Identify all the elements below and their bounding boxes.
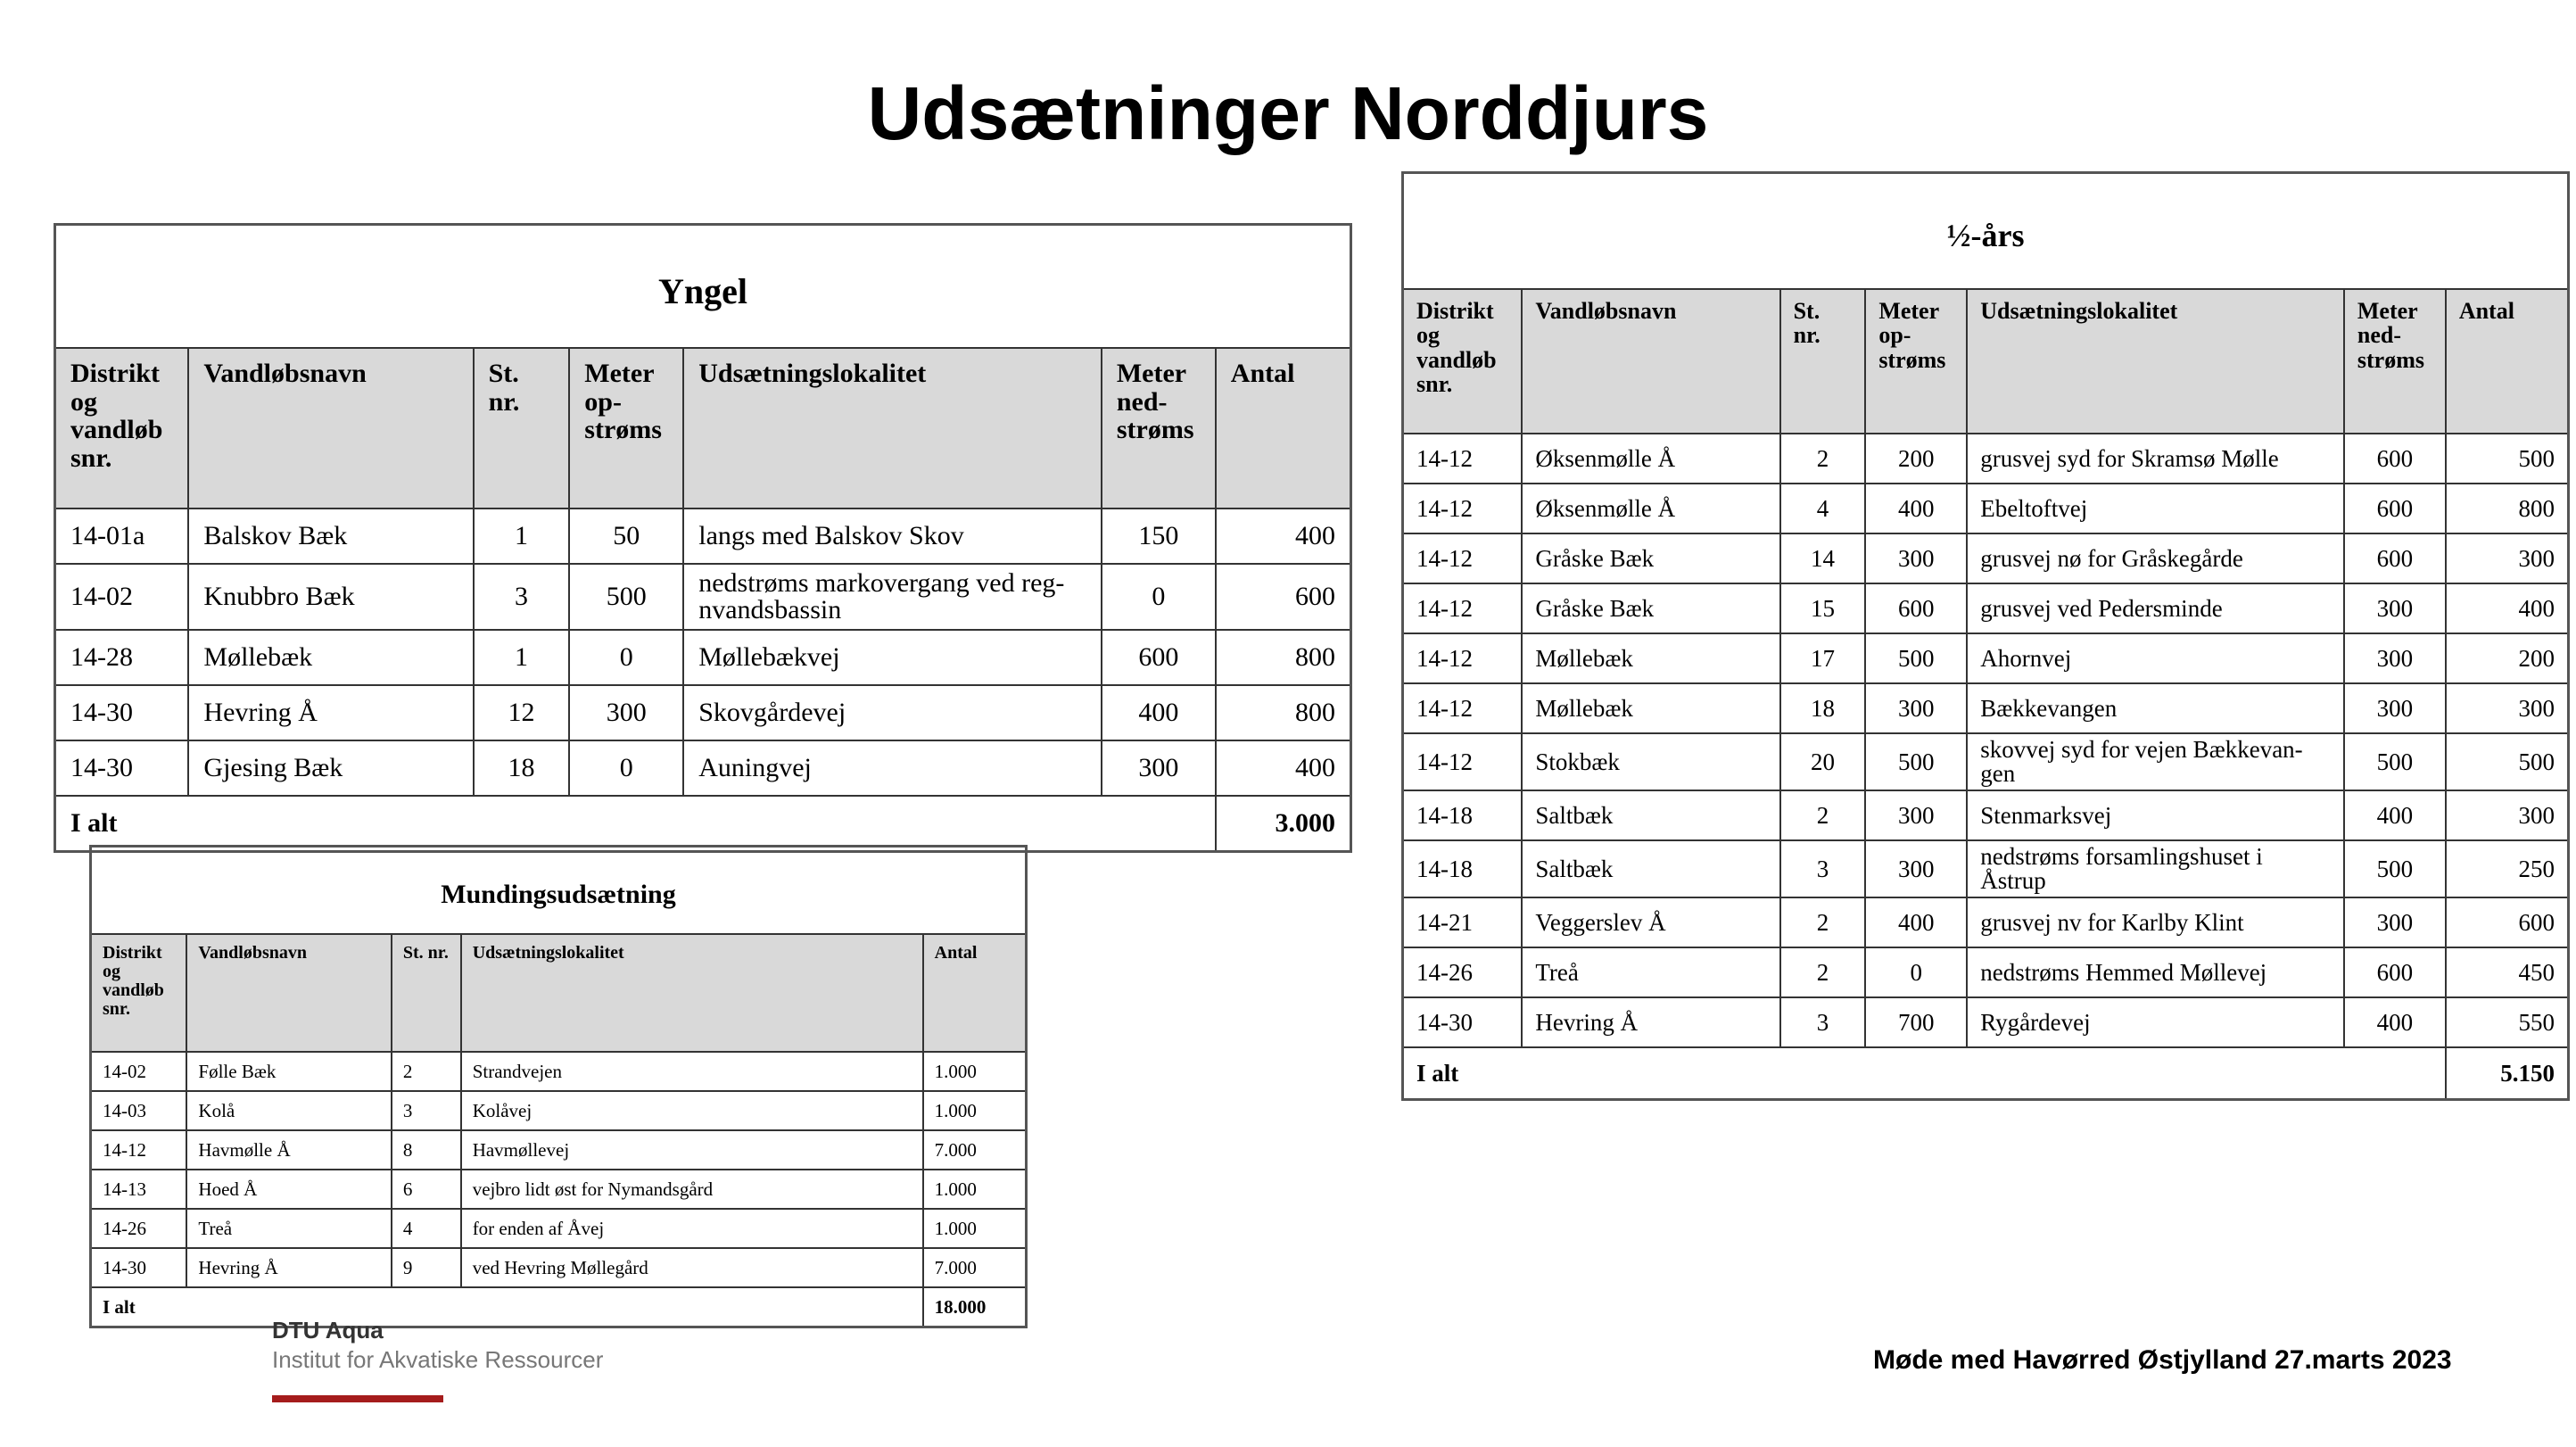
- cell-district: 14-30: [1403, 997, 1523, 1047]
- cell-location: langs med Balskov Skov: [683, 509, 1102, 564]
- cell-count: 1.000: [923, 1091, 1027, 1130]
- cell-stream-name: Gjesing Bæk: [188, 740, 473, 796]
- header-station: St. nr.: [474, 348, 570, 509]
- table-row: [91, 1130, 1027, 1170]
- cell-count: 800: [1216, 630, 1351, 685]
- cell-stream-name: Gråske Bæk: [1522, 583, 1779, 633]
- cell-stream-name: Øksenmølle Å: [1522, 434, 1779, 484]
- table-row: [91, 1091, 1027, 1130]
- header-stream-name: Vandløbsnavn: [1522, 289, 1779, 434]
- cell-meters-upstream: 0: [569, 740, 683, 796]
- cell-location: grusvej syd for Skramsø Mølle: [1967, 434, 2344, 484]
- cell-meters-downstream: 400: [2344, 997, 2446, 1047]
- table-row: [1403, 434, 2569, 484]
- header-district: Distrikt og vandløb snr.: [1403, 289, 1523, 434]
- cell-district: 14-13: [91, 1170, 187, 1209]
- total-value: 5.150: [2446, 1047, 2569, 1100]
- cell-location: vejbro lidt øst for Nymandsgård: [461, 1170, 923, 1209]
- cell-stream-name: Saltbæk: [1522, 840, 1779, 897]
- cell-station: 3: [392, 1091, 461, 1130]
- cell-count: 550: [2446, 997, 2569, 1047]
- cell-meters-upstream: 300: [569, 685, 683, 740]
- cell-district: 14-12: [1403, 583, 1523, 633]
- header-station: St. nr.: [392, 934, 461, 1052]
- cell-district: 14-12: [1403, 434, 1523, 484]
- cell-stream-name: Hevring Å: [188, 685, 473, 740]
- half-year-table: [1401, 171, 2570, 1101]
- cell-stream-name: Saltbæk: [1522, 790, 1779, 840]
- cell-meters-downstream: 600: [2344, 434, 2446, 484]
- cell-stream-name: Følle Bæk: [186, 1052, 391, 1091]
- cell-station: 3: [1780, 840, 1866, 897]
- cell-station: 14: [1780, 533, 1866, 583]
- cell-meters-upstream: 600: [1865, 583, 1967, 633]
- cell-meters-upstream: 500: [1865, 633, 1967, 683]
- total-label: I alt: [55, 796, 1216, 852]
- table-row: [1403, 533, 2569, 583]
- header-count: Antal: [1216, 348, 1351, 509]
- cell-stream-name: Balskov Bæk: [188, 509, 473, 564]
- logo-name: DTU Aqua: [272, 1317, 384, 1344]
- cell-count: 1.000: [923, 1209, 1027, 1248]
- cell-meters-upstream: 0: [1865, 947, 1967, 997]
- table-row: [55, 740, 1351, 796]
- cell-station: 9: [392, 1248, 461, 1287]
- cell-count: 300: [2446, 790, 2569, 840]
- total-label: I alt: [1403, 1047, 2446, 1100]
- cell-station: 4: [392, 1209, 461, 1248]
- logo-institute: Institut for Akvatiske Ressourcer: [272, 1346, 604, 1373]
- header-district: Distrikt og vandløb snr.: [55, 348, 189, 509]
- header-meters-upstream: Meter op-strøms: [569, 348, 683, 509]
- cell-meters-upstream: 300: [1865, 683, 1967, 733]
- cell-stream-name: Møllebæk: [1522, 633, 1779, 683]
- cell-meters-downstream: 300: [2344, 633, 2446, 683]
- cell-count: 300: [2446, 683, 2569, 733]
- cell-meters-upstream: 500: [1865, 733, 1967, 790]
- cell-meters-downstream: 150: [1102, 509, 1216, 564]
- cell-location: Møllebækvej: [683, 630, 1102, 685]
- cell-meters-upstream: 700: [1865, 997, 1967, 1047]
- table-row: [1403, 633, 2569, 683]
- cell-meters-downstream: 600: [2344, 484, 2446, 533]
- cell-district: 14-30: [55, 740, 189, 796]
- cell-station: 20: [1780, 733, 1866, 790]
- cell-station: 18: [1780, 683, 1866, 733]
- table-row: [55, 509, 1351, 564]
- header-stream-name: Vandløbsnavn: [188, 348, 473, 509]
- header-location: Udsætningslokalitet: [683, 348, 1102, 509]
- cell-count: 600: [2446, 897, 2569, 947]
- cell-district: 14-12: [1403, 683, 1523, 733]
- cell-meters-upstream: 200: [1865, 434, 1967, 484]
- cell-location: Ebeltoftvej: [1967, 484, 2344, 533]
- cell-district: 14-28: [55, 630, 189, 685]
- cell-count: 400: [1216, 740, 1351, 796]
- cell-meters-downstream: 300: [1102, 740, 1216, 796]
- header-meters-upstream: Meter op-strøms: [1865, 289, 1967, 434]
- cell-stream-name: Treå: [1522, 947, 1779, 997]
- cell-stream-name: Havmølle Å: [186, 1130, 391, 1170]
- cell-location: Rygårdevej: [1967, 997, 2344, 1047]
- cell-count: 250: [2446, 840, 2569, 897]
- table-row: [1403, 947, 2569, 997]
- cell-district: 14-01a: [55, 509, 189, 564]
- cell-count: 800: [2446, 484, 2569, 533]
- half-year-caption: ½-års: [1403, 173, 2569, 290]
- header-district: Distrikt og vandløb snr.: [91, 934, 187, 1052]
- cell-stream-name: Møllebæk: [1522, 683, 1779, 733]
- cell-stream-name: Møllebæk: [188, 630, 473, 685]
- cell-location: Strandvejen: [461, 1052, 923, 1091]
- cell-district: 14-12: [1403, 484, 1523, 533]
- table-row: [1403, 997, 2569, 1047]
- cell-district: 14-18: [1403, 790, 1523, 840]
- table-row: [55, 564, 1351, 630]
- cell-meters-downstream: 500: [2344, 840, 2446, 897]
- cell-stream-name: Hevring Å: [186, 1248, 391, 1287]
- cell-location: nedstrøms forsamlingshuset i Åstrup: [1967, 840, 2344, 897]
- cell-district: 14-26: [91, 1209, 187, 1248]
- cell-count: 400: [1216, 509, 1351, 564]
- cell-count: 400: [2446, 583, 2569, 633]
- cell-count: 1.000: [923, 1170, 1027, 1209]
- cell-station: 17: [1780, 633, 1866, 683]
- cell-meters-upstream: 300: [1865, 790, 1967, 840]
- yngel-table: [54, 223, 1352, 853]
- cell-station: 8: [392, 1130, 461, 1170]
- cell-location: Havmøllevej: [461, 1130, 923, 1170]
- table-row: [1403, 897, 2569, 947]
- cell-location: nedstrøms Hemmed Møllevej: [1967, 947, 2344, 997]
- cell-meters-downstream: 500: [2344, 733, 2446, 790]
- total-row: [1403, 1047, 2569, 1100]
- cell-meters-downstream: 0: [1102, 564, 1216, 630]
- cell-district: 14-02: [91, 1052, 187, 1091]
- cell-location: Ahornvej: [1967, 633, 2344, 683]
- total-value: 18.000: [923, 1287, 1027, 1327]
- cell-stream-name: Knubbro Bæk: [188, 564, 473, 630]
- cell-station: 1: [474, 630, 570, 685]
- cell-location: Kolåvej: [461, 1091, 923, 1130]
- cell-location: grusvej ved Pedersminde: [1967, 583, 2344, 633]
- cell-station: 2: [392, 1052, 461, 1091]
- cell-meters-upstream: 300: [1865, 533, 1967, 583]
- cell-station: 2: [1780, 434, 1866, 484]
- cell-count: 1.000: [923, 1052, 1027, 1091]
- cell-meters-upstream: 400: [1865, 897, 1967, 947]
- cell-stream-name: Øksenmølle Å: [1522, 484, 1779, 533]
- yngel-caption: Yngel: [55, 225, 1351, 349]
- header-count: Antal: [2446, 289, 2569, 434]
- header-stream-name: Vandløbsnavn: [186, 934, 391, 1052]
- table-row: [1403, 583, 2569, 633]
- cell-station: 2: [1780, 947, 1866, 997]
- cell-count: 500: [2446, 733, 2569, 790]
- cell-count: 600: [1216, 564, 1351, 630]
- cell-count: 7.000: [923, 1248, 1027, 1287]
- table-row: [55, 630, 1351, 685]
- header-location: Udsætningslokalitet: [461, 934, 923, 1052]
- cell-meters-upstream: 400: [1865, 484, 1967, 533]
- cell-district: 14-30: [91, 1248, 187, 1287]
- cell-station: 2: [1780, 790, 1866, 840]
- logo-bar: [272, 1395, 443, 1402]
- cell-meters-upstream: 50: [569, 509, 683, 564]
- header-station: St. nr.: [1780, 289, 1866, 434]
- cell-district: 14-30: [55, 685, 189, 740]
- total-row: [55, 796, 1351, 852]
- cell-meters-upstream: 500: [569, 564, 683, 630]
- cell-location: Stenmarksvej: [1967, 790, 2344, 840]
- cell-district: 14-12: [1403, 533, 1523, 583]
- slide-title: Udsætninger Norddjurs: [867, 71, 1709, 155]
- cell-station: 12: [474, 685, 570, 740]
- cell-meters-downstream: 600: [2344, 947, 2446, 997]
- cell-district: 14-12: [91, 1130, 187, 1170]
- header-count: Antal: [923, 934, 1027, 1052]
- table-row: [1403, 733, 2569, 790]
- cell-stream-name: Stokbæk: [1522, 733, 1779, 790]
- cell-location: skovvej syd for vejen Bækkevan-gen: [1967, 733, 2344, 790]
- munding-caption: Mundingsudsætning: [91, 847, 1027, 935]
- table-row: [91, 1052, 1027, 1091]
- cell-location: Skovgårdevej: [683, 685, 1102, 740]
- table-row: [91, 1209, 1027, 1248]
- cell-count: 500: [2446, 434, 2569, 484]
- table-row: [1403, 484, 2569, 533]
- cell-meters-upstream: 300: [1865, 840, 1967, 897]
- cell-district: 14-12: [1403, 633, 1523, 683]
- cell-district: 14-03: [91, 1091, 187, 1130]
- total-value: 3.000: [1216, 796, 1351, 852]
- cell-location: Bækkevangen: [1967, 683, 2344, 733]
- cell-meters-downstream: 300: [2344, 683, 2446, 733]
- cell-meters-downstream: 300: [2344, 897, 2446, 947]
- cell-count: 7.000: [923, 1130, 1027, 1170]
- cell-station: 3: [1780, 997, 1866, 1047]
- cell-district: 14-12: [1403, 733, 1523, 790]
- cell-station: 2: [1780, 897, 1866, 947]
- cell-meters-upstream: 0: [569, 630, 683, 685]
- cell-district: 14-18: [1403, 840, 1523, 897]
- header-meters-downstream: Meter ned-strøms: [2344, 289, 2446, 434]
- cell-meters-downstream: 600: [1102, 630, 1216, 685]
- cell-stream-name: Hevring Å: [1522, 997, 1779, 1047]
- cell-district: 14-02: [55, 564, 189, 630]
- cell-location: for enden af Åvej: [461, 1209, 923, 1248]
- cell-meters-downstream: 600: [2344, 533, 2446, 583]
- cell-location: grusvej nø for Gråskegårde: [1967, 533, 2344, 583]
- table-row: [55, 685, 1351, 740]
- munding-table: [89, 845, 1028, 1328]
- cell-count: 200: [2446, 633, 2569, 683]
- cell-stream-name: Veggerslev Å: [1522, 897, 1779, 947]
- total-label: I alt: [91, 1287, 923, 1327]
- cell-district: 14-21: [1403, 897, 1523, 947]
- cell-station: 1: [474, 509, 570, 564]
- cell-location: grusvej nv for Karlby Klint: [1967, 897, 2344, 947]
- cell-location: nedstrøms markovergang ved reg-nvandsbassin: [683, 564, 1102, 630]
- cell-stream-name: Kolå: [186, 1091, 391, 1130]
- cell-count: 450: [2446, 947, 2569, 997]
- cell-stream-name: Gråske Bæk: [1522, 533, 1779, 583]
- cell-station: 18: [474, 740, 570, 796]
- cell-station: 6: [392, 1170, 461, 1209]
- cell-stream-name: Hoed Å: [186, 1170, 391, 1209]
- table-row: [1403, 840, 2569, 897]
- cell-meters-downstream: 400: [2344, 790, 2446, 840]
- cell-meters-downstream: 300: [2344, 583, 2446, 633]
- cell-station: 4: [1780, 484, 1866, 533]
- table-row: [1403, 790, 2569, 840]
- cell-count: 800: [1216, 685, 1351, 740]
- cell-location: Auningvej: [683, 740, 1102, 796]
- dtu-logo: [272, 1317, 603, 1402]
- cell-station: 3: [474, 564, 570, 630]
- table-row: [1403, 683, 2569, 733]
- cell-location: ved Hevring Møllegård: [461, 1248, 923, 1287]
- header-location: Udsætningslokalitet: [1967, 289, 2344, 434]
- cell-stream-name: Treå: [186, 1209, 391, 1248]
- cell-meters-downstream: 400: [1102, 685, 1216, 740]
- cell-station: 15: [1780, 583, 1866, 633]
- cell-count: 300: [2446, 533, 2569, 583]
- header-meters-downstream: Meter ned-strøms: [1102, 348, 1216, 509]
- footer-text: Møde med Havørred Østjylland 27.marts 2023: [1873, 1345, 2452, 1375]
- table-row: [91, 1248, 1027, 1287]
- table-row: [91, 1170, 1027, 1209]
- cell-district: 14-26: [1403, 947, 1523, 997]
